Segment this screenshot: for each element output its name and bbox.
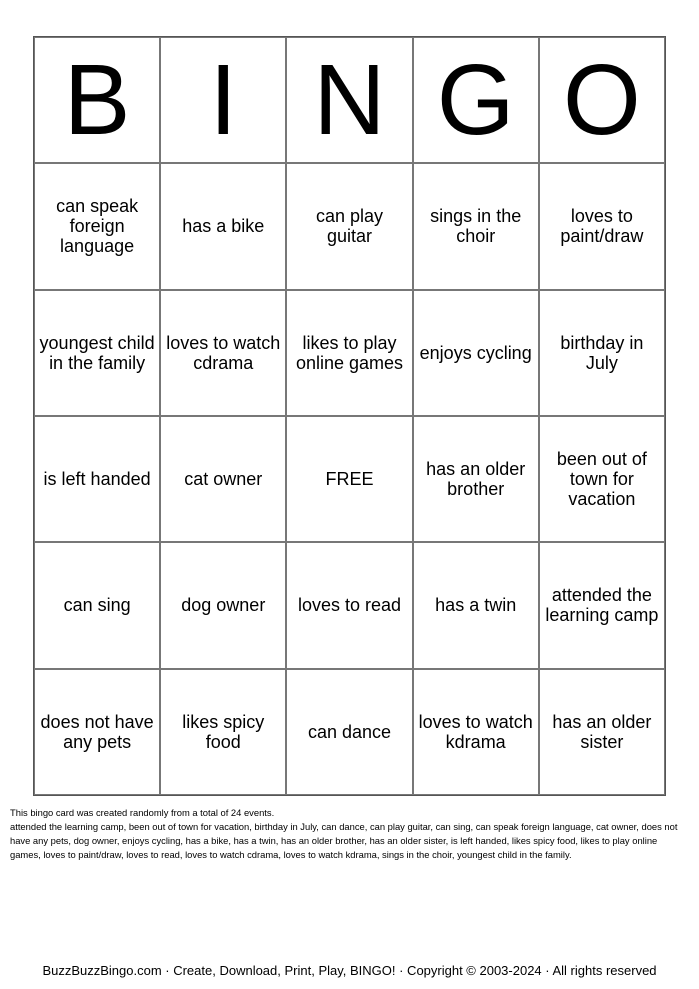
bingo-cell: sings in the choir: [413, 163, 539, 289]
bingo-cell: is left handed: [34, 416, 160, 542]
bingo-cell: can play guitar: [286, 163, 412, 289]
bingo-cell: dog owner: [160, 542, 286, 668]
bingo-cell: loves to read: [286, 542, 412, 668]
header-letter: G: [413, 37, 539, 163]
bingo-cell: loves to watch cdrama: [160, 290, 286, 416]
bingo-cell: attended the learning camp: [539, 542, 665, 668]
bingo-cell: likes spicy food: [160, 669, 286, 795]
bingo-cell: has an older sister: [539, 669, 665, 795]
bingo-cell: loves to paint/draw: [539, 163, 665, 289]
bingo-cell: has a bike: [160, 163, 286, 289]
bingo-cell: does not have any pets: [34, 669, 160, 795]
bingo-cell: has an older brother: [413, 416, 539, 542]
bingo-cell: can speak foreign language: [34, 163, 160, 289]
info-summary: This bingo card was created randomly from a total of 24 events.: [10, 807, 275, 818]
bingo-cell: likes to play online games: [286, 290, 412, 416]
bingo-cell: been out of town for vacation: [539, 416, 665, 542]
bingo-cell: enjoys cycling: [413, 290, 539, 416]
info-event-list: attended the learning camp, been out of town for vacation, birthday in July, can dance, can play guitar, can sing, can speak foreign language, cat owner, does not have any pets, dog owner, enjoys cycling, has a bike, has a twin, has an older brother, has an older sister, is left handed, likes spicy food, likes to play online games, loves to paint/draw, loves to read, loves to watch cdrama, loves to watch kdrama, sings in the choir, youngest child in the family.: [10, 821, 678, 860]
bingo-cell: can dance: [286, 669, 412, 795]
bingo-cell: loves to watch kdrama: [413, 669, 539, 795]
bingo-cell: has a twin: [413, 542, 539, 668]
bingo-cell: youngest child in the family: [34, 290, 160, 416]
bingo-cell: cat owner: [160, 416, 286, 542]
header-letter: O: [539, 37, 665, 163]
header-letter: N: [286, 37, 412, 163]
header-letter: I: [160, 37, 286, 163]
free-space: FREE: [286, 416, 412, 542]
footer: BuzzBuzzBingo.com · Create, Download, Print, Play, BINGO! · Copyright © 2003-2024 · All rights reserved: [42, 963, 657, 978]
bingo-cell: birthday in July: [539, 290, 665, 416]
bingo-cell: can sing: [34, 542, 160, 668]
bingo-card: [33, 36, 666, 796]
header-letter: B: [34, 37, 160, 163]
card-info: [10, 806, 690, 862]
